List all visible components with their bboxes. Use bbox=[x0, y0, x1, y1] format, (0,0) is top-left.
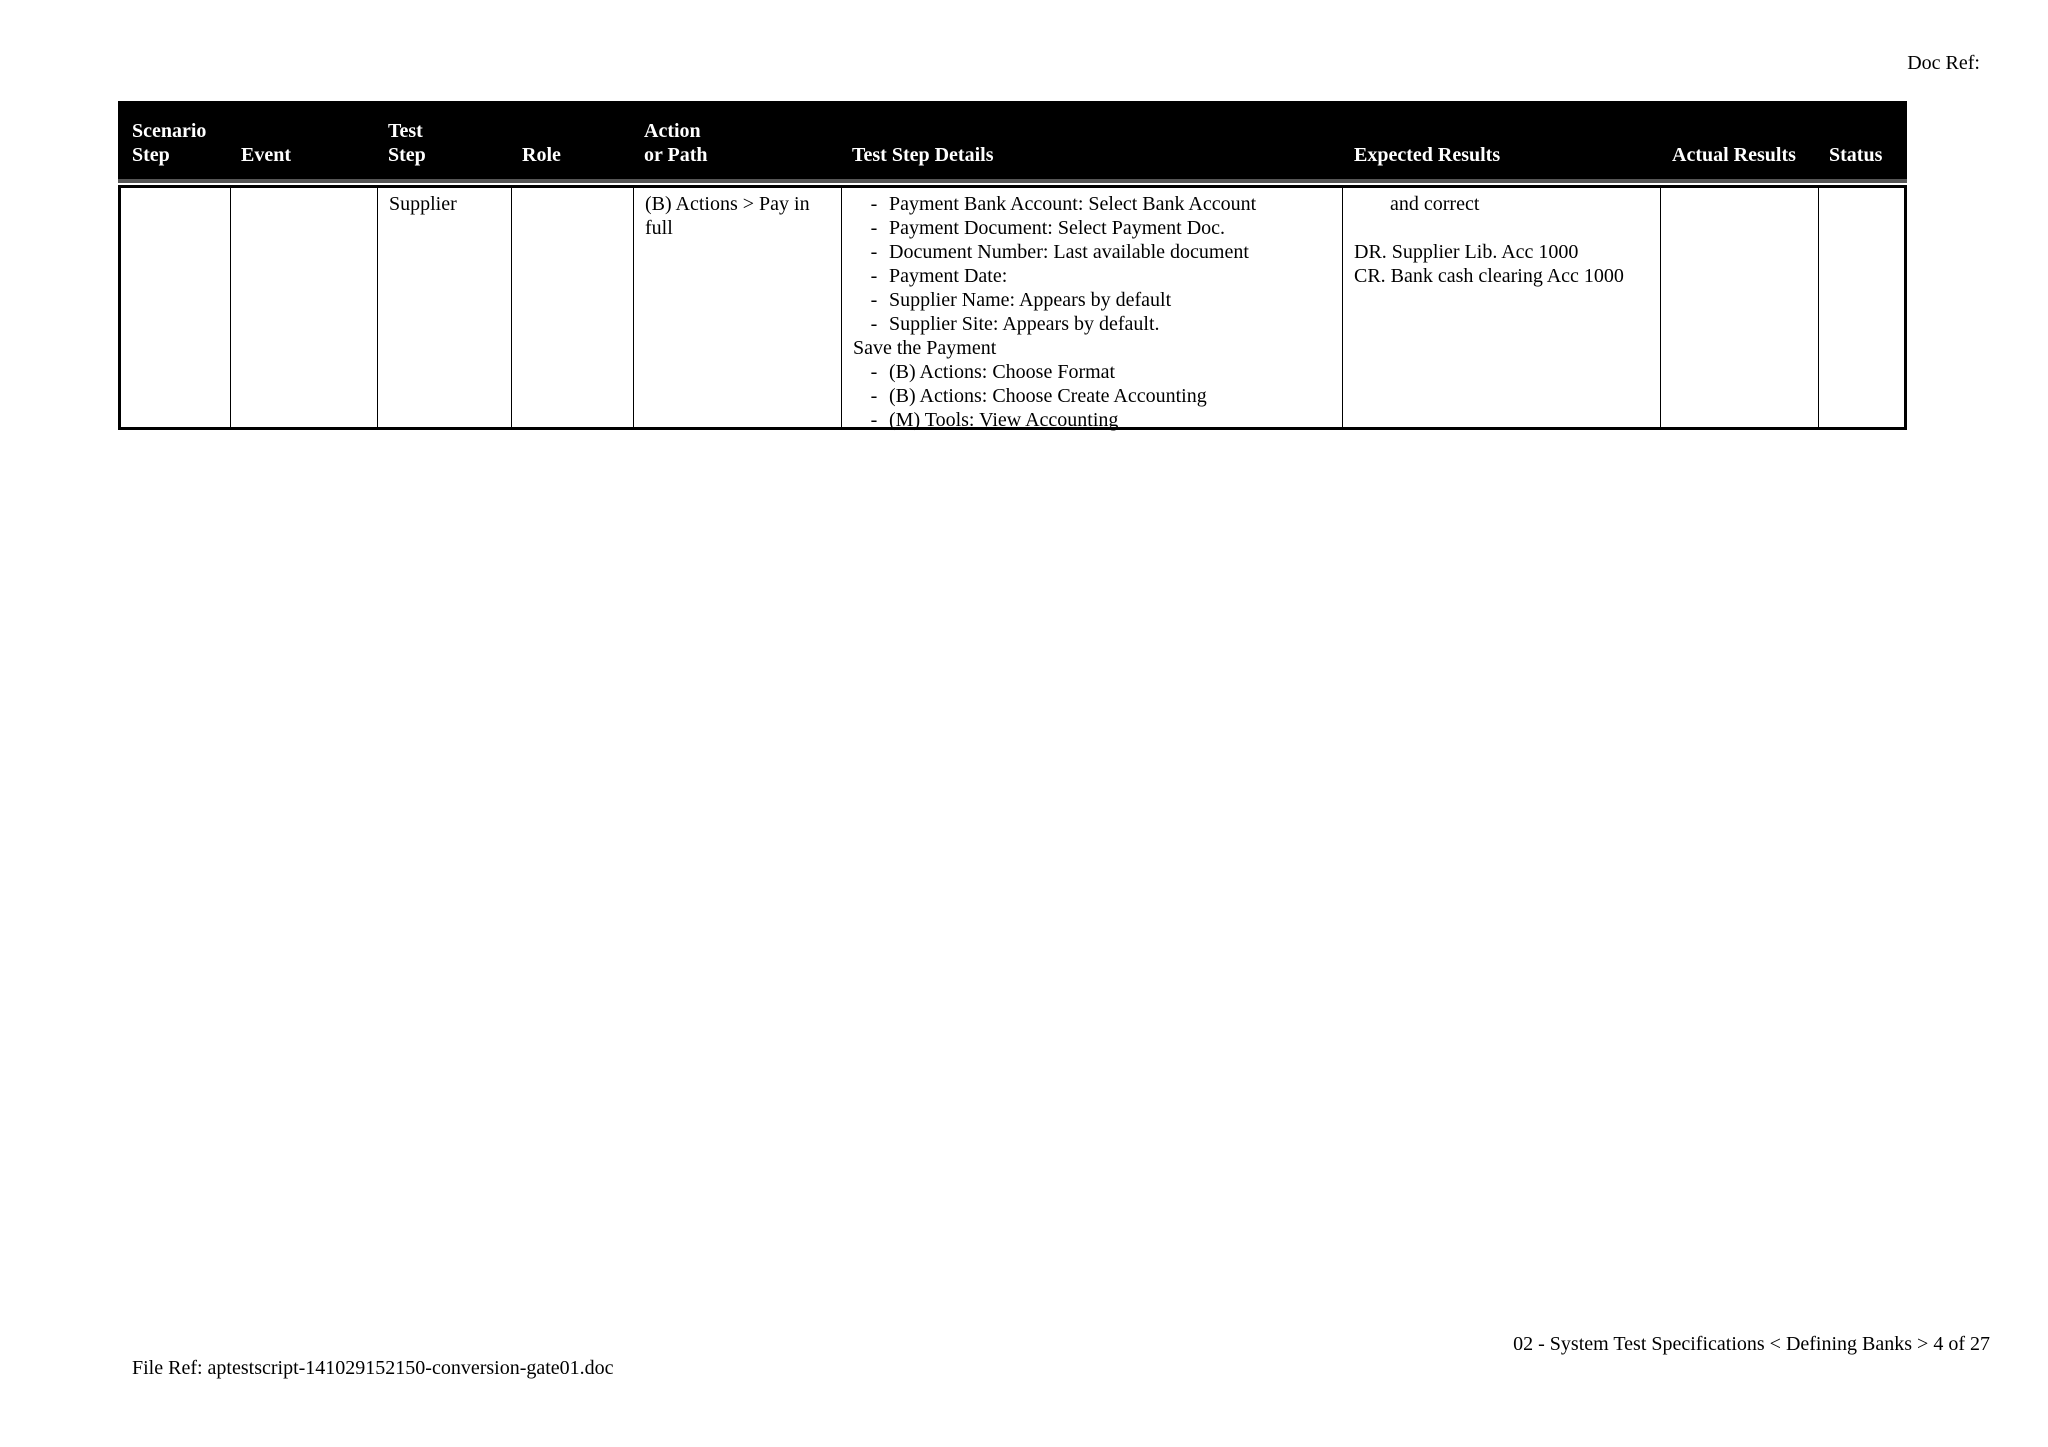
bullet-dash: - bbox=[870, 241, 878, 263]
detail-text: Payment Bank Account: Select Bank Account bbox=[889, 193, 1257, 215]
bullet-dash: - bbox=[870, 409, 878, 431]
expected-line: and correct bbox=[1390, 193, 1480, 215]
bullet-dash: - bbox=[870, 193, 878, 215]
detail-item bbox=[853, 288, 1256, 312]
column-divider bbox=[1660, 188, 1661, 427]
column-divider bbox=[230, 188, 231, 427]
header-event-label: Event bbox=[241, 144, 291, 166]
column-divider bbox=[511, 188, 512, 427]
header-expected-results bbox=[1354, 143, 1500, 167]
detail-text: Payment Document: Select Payment Doc. bbox=[889, 217, 1226, 239]
header-actual-results bbox=[1672, 143, 1796, 167]
bullet-dash: - bbox=[870, 289, 878, 311]
header-test-step-details bbox=[852, 143, 993, 167]
detail-item bbox=[853, 240, 1256, 264]
column-divider bbox=[1818, 188, 1819, 427]
column-divider bbox=[633, 188, 634, 427]
detail-item bbox=[853, 360, 1256, 384]
header-test-step bbox=[388, 119, 426, 167]
cell-action-line1: (B) Actions > Pay in bbox=[645, 193, 810, 215]
detail-note: Save the Payment bbox=[853, 337, 997, 359]
header-scenario-step-line2: Step bbox=[132, 144, 170, 166]
header-role bbox=[522, 143, 561, 167]
expected-line: DR. Supplier Lib. Acc 1000 bbox=[1354, 241, 1579, 263]
bullet-dash: - bbox=[870, 313, 878, 335]
header-scenario-step-line1: Scenario bbox=[132, 120, 207, 142]
header-scenario-step bbox=[132, 119, 206, 167]
header-expected-label: Expected Results bbox=[1354, 144, 1501, 166]
detail-text: (M) Tools: View Accounting bbox=[889, 409, 1119, 431]
cell-action bbox=[645, 192, 810, 240]
detail-text: Document Number: Last available document bbox=[889, 241, 1249, 263]
cell-test-step: Supplier bbox=[389, 193, 457, 215]
header-actual-label: Actual Results bbox=[1672, 144, 1796, 166]
bullet-dash: - bbox=[870, 385, 878, 407]
detail-item bbox=[853, 192, 1256, 216]
header-test-step-line1: Test bbox=[388, 120, 423, 142]
header-details-label: Test Step Details bbox=[852, 144, 994, 166]
expected-line: CR. Bank cash clearing Acc 1000 bbox=[1354, 265, 1624, 287]
header-status-label: Status bbox=[1829, 144, 1883, 166]
cell-expected-results bbox=[1354, 192, 1624, 288]
table-row bbox=[118, 185, 1907, 430]
column-divider bbox=[841, 188, 842, 427]
detail-item bbox=[853, 312, 1256, 336]
bullet-dash: - bbox=[870, 361, 878, 383]
detail-text: (B) Actions: Choose Create Accounting bbox=[889, 385, 1207, 407]
column-divider bbox=[377, 188, 378, 427]
footer-file-ref: File Ref: aptestscript-141029152150-conversion-gate01.doc bbox=[132, 1357, 614, 1379]
detail-item bbox=[853, 264, 1256, 288]
detail-text: Supplier Name: Appears by default bbox=[889, 289, 1172, 311]
header-action bbox=[644, 119, 708, 167]
expected-spacer bbox=[1354, 216, 1624, 240]
bullet-dash: - bbox=[870, 217, 878, 239]
header-action-line2: or Path bbox=[644, 144, 708, 166]
doc-ref: Doc Ref: bbox=[1907, 52, 1980, 74]
header-event bbox=[241, 143, 291, 167]
header-action-line1: Action bbox=[644, 120, 701, 142]
footer-page-info: 02 - System Test Specifications < Defining Banks > 4 of 27 bbox=[1513, 1333, 1990, 1355]
detail-item bbox=[853, 216, 1256, 240]
table-header bbox=[118, 101, 1907, 183]
detail-item bbox=[853, 408, 1256, 432]
detail-text: (B) Actions: Choose Format bbox=[889, 361, 1116, 383]
detail-text: Supplier Site: Appears by default. bbox=[889, 313, 1160, 335]
column-divider bbox=[1342, 188, 1343, 427]
cell-test-step-details bbox=[853, 192, 1256, 432]
header-role-label: Role bbox=[522, 144, 561, 166]
detail-text: Payment Date: bbox=[889, 265, 1008, 287]
bullet-dash: - bbox=[870, 265, 878, 287]
cell-action-line2: full bbox=[645, 217, 673, 239]
header-test-step-line2: Step bbox=[388, 144, 426, 166]
header-status bbox=[1829, 143, 1882, 167]
detail-item bbox=[853, 384, 1256, 408]
